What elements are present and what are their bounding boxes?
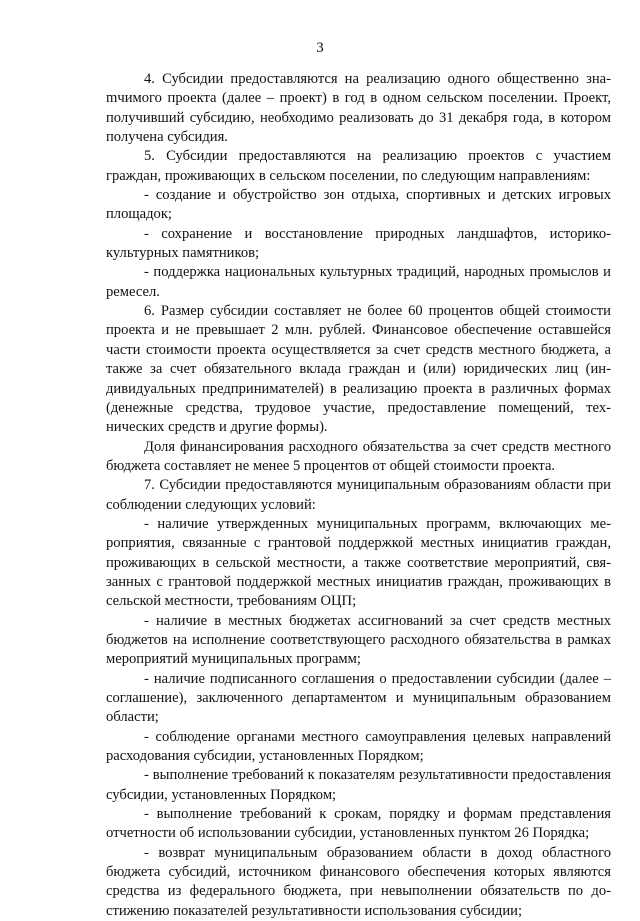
condition-signed-agreement: - наличие подписанного соглашения о предоставлении субсидии (далее – соглашение), заключенного департаментом и муниципальным образованием области; (106, 670, 611, 726)
page-number: 3 (316, 40, 324, 56)
paragraph-funding-share: Доля финансирования расходного обязательства за счет средств местного бюджета составляет не менее 5 процентов от общей стоимости проекта. (106, 438, 611, 474)
condition-performance-indicators: - выполнение требований к показателям результативности предоставления субсидии, установленных Порядком; (106, 767, 611, 803)
condition-reporting: - выполнение требований к срокам, порядку и формам представления отчетности об использовании субсидии, установленных пунктом 26 Порядка; (106, 806, 611, 842)
document-body (106, 70, 611, 921)
condition-municipal-programs: - наличие утвержденных муниципальных программ, включающих мероприятия, связанные с грантовой поддержкой местных инициатив граждан, проживающих в сельской местности, а также соответствие мероприятий, связанных с грантовой поддержкой местных инициатив граждан, проживающих в сельской местности, требованиям ОЦП; (106, 515, 611, 610)
paragraph-item-5: 5. Субсидии предоставляются на реализацию проектов с участием граждан, проживающих в сельском поселении, по следующим направлениям: (106, 148, 611, 184)
list-item-landscapes: - сохранение и восстановление природных ландшафтов, историко-культурных памятников; (106, 225, 611, 262)
list-item-recreation-zones: - создание и обустройство зон отдыха, спортивных и детских игровых площадок; (106, 187, 611, 223)
paragraph-item-4: 4. Субсидии предоставляются на реализацию одного общественно знаmчимого проекта (далее – проект) в год в одном сельском поселении. Проект, получивший субсидию, необходимо реализовать до 31 декабря года, в котором получена субсидия. (106, 71, 611, 146)
condition-target-use: - соблюдение органами местного самоуправления целевых направлений расходования субсидии, установленных Порядком; (106, 728, 611, 765)
paragraph-item-7: 7. Субсидии предоставляются муниципальным образованиям области при соблюдении следующих условий: (106, 477, 611, 513)
paragraph-item-6: 6. Размер субсидии составляет не более 60 процентов общей стоимости проекта и не превышает 2 млн. рублей. Финансовое обеспечение оставшейся части стоимости проекта осуществляется за счет средств местного бюджета, а также за счет обязательного вклада граждан и (или) юридических лиц (индивидуальных предпринимателей) в реализацию проекта в различных формах (денежные средства, трудовое участие, предоставление помещений, технических средств и другие формы). (106, 303, 611, 436)
condition-refund: - возврат муниципальным образованием области в доход областного бюджета субсидий, источником финансового обеспечения которых являются средства из федерального бюджета, при невыполнении обязательств по достижению показателей результативности использования субсидии; (106, 844, 611, 919)
condition-budget-allocations: - наличие в местных бюджетах ассигнований за счет средств местных бюджетов на исполнение соответствующего расходного обязательства в рамках мероприятий муниципальных программ; (106, 612, 611, 668)
list-item-traditions: - поддержка национальных культурных традиций, народных промыслов и ремесел. (106, 264, 611, 300)
